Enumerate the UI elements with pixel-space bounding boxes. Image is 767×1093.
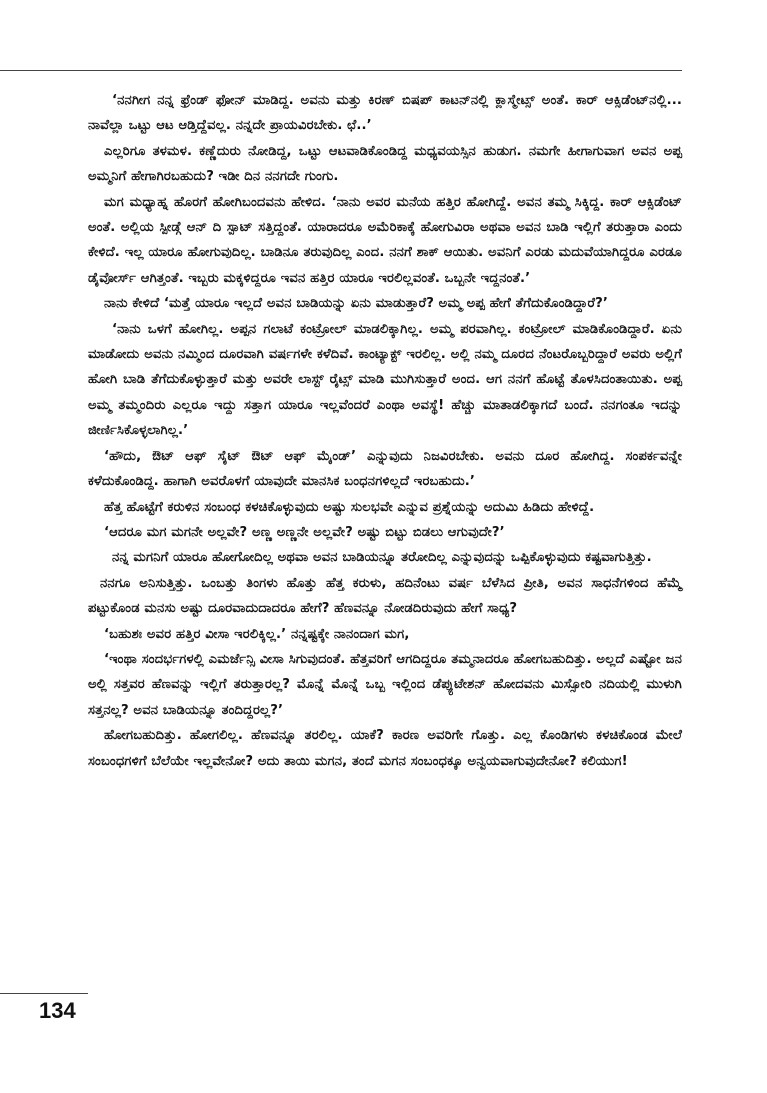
- paragraph: ಹೆತ್ತ ಹೊಟ್ಟೆಗೆ ಕರುಳಿನ ಸಂಬಂಧ ಕಳಚಿಕೊಳ್ಳುವುದು ಅಷ್ಟು ಸುಲಭವೇ ಎನ್ನುವ ಪ್ರಶ್ನೆಯನ್ನು ಅದುಮಿ ಹಿಡಿದು ಹೇಳಿದ್ದೆ.: [104, 499, 595, 515]
- paragraph: ‘ನಾನು ಒಳಗೆ ಹೋಗಿಲ್ಲ. ಅಪ್ಪನ ಗಲಾಟೆ ಕಂಟ್ರೋಲ್ ಮಾಡಲಿಕ್ಕಾಗಿಲ್ಲ. ಅಮ್ಮ ಪರವಾಗಿಲ್ಲ. ಕಂಟ್ರೋಲ್ ಮಾಡಿಕೊಂಡಿದ್ದಾರೆ. ಏನು ಮಾಡೋದು ಅವನು ನಮ್ಮಿಂದ ದೂರವಾಗಿ ವರ್ಷಗಳೇ ಕಳೆದಿವೆ. ಕಾಂಟ್ಯಾಕ್ಟ್ ಇರಲಿಲ್ಲ. ಅಲ್ಲಿ ನಮ್ಮ ದೂರದ ನೆಂಟರೊಬ್ಬರಿದ್ದಾರೆ ಅವರು ಅಲ್ಲಿಗೆ ಹೋಗಿ ಬಾಡಿ ತೆಗೆದುಕೊಳ್ಳುತ್ತಾರೆ ಮತ್ತು ಅವರೇ ಲಾಸ್ಟ್ ರೈಟ್ಸ್ ಮಾಡಿ ಮುಗಿಸುತ್ತಾರೆ ಅಂದ. ಆಗ ನನಗೆ ಹೊಟ್ಟೆ ತೊಳಸಿದಂತಾಯಿತು. ಅಪ್ಪ ಅಮ್ಮ ತಮ್ಮಂದಿರು ಎಲ್ಲರೂ ಇದ್ದು ಸತ್ತಾಗ ಯಾರೂ ಇಲ್ಲವೆಂದರೆ ಎಂಥಾ ಅವಸ್ಥೆ! ಹೆಚ್ಚು ಮಾತಾಡಲಿಕ್ಕಾಗದೆ ಬಂದೆ. ನನಗಂತೂ ಇದನ್ನು ಜೀರ್ಣಿಸಿಕೊಳ್ಳಲಾಗಿಲ್ಲ.’: [88, 321, 682, 439]
- paragraph: ಎಲ್ಲರಿಗೂ ತಳಮಳ. ಕಣ್ಣೆದುರು ನೋಡಿದ್ದ, ಒಟ್ಟು ಆಟವಾಡಿಕೊಂಡಿದ್ದ ಮಧ್ಯವಯಸ್ಸಿನ ಹುಡುಗ. ನಮಗೇ ಹೀಗಾಗುವಾಗ ಅವನ ಅಪ್ಪ ಅಮ್ಮನಿಗೆ ಹೇಗಾಗಿರಬಹುದು? ಇಡೀ ದಿನ ನನಗದೇ ಗುಂಗು.: [88, 143, 682, 185]
- paragraph: ‘ಬಹುಶಃ ಅವರ ಹತ್ತಿರ ವೀಸಾ ಇರಲಿಕ್ಕಿಲ್ಲ.’ ನನ್ನಷ್ಟಕ್ಕೇ ನಾನಂದಾಗ ಮಗ,: [104, 626, 410, 642]
- top-rule: [0, 70, 682, 71]
- page-body: [88, 88, 682, 774]
- paragraph: ನನಗೂ ಅನಿಸುತ್ತಿತ್ತು. ಒಂಬತ್ತು ತಿಂಗಳು ಹೊತ್ತು ಹೆತ್ತ ಕರುಳು, ಹದಿನೆಂಟು ವರ್ಷ ಬೆಳೆಸಿದ ಪ್ರೀತಿ, ಅವನ ಸಾಧನೆಗಳಿಂದ ಹೆಮ್ಮೆ ಪಟ್ಟುಕೊಂಡ ಮನಸು ಅಷ್ಟು ದೂರವಾದುದಾದರೂ ಹೇಗೆ? ಹೆಣವನ್ನೂ ನೋಡದಿರುವುದು ಹೇಗೆ ಸಾಧ್ಯ?: [88, 575, 682, 617]
- paragraph: ‘ಹೌದು, ಔಟ್ ಆಫ್ ಸೈಟ್ ಔಟ್ ಆಫ್ ಮೈಂಡ್’ ಎನ್ನುವುದು ನಿಜವಿರಬೇಕು. ಅವನು ದೂರ ಹೋಗಿದ್ದ. ಸಂಪರ್ಕವನ್ನೇ ಕಳೆದುಕೊಂಡಿದ್ದ. ಹಾಗಾಗಿ ಅವರೊಳಗೆ ಯಾವುದೇ ಮಾನಸಿಕ ಬಂಧನಗಳಿಲ್ಲದೆ ಇರಬಹುದು.’: [88, 448, 682, 490]
- paragraph: ‘ಇಂಥಾ ಸಂದರ್ಭಗಳಲ್ಲಿ ಎಮರ್ಜೆನ್ಸಿ ವೀಸಾ ಸಿಗುವುದಂತೆ. ಹೆತ್ತವರಿಗೆ ಆಗದಿದ್ದರೂ ತಮ್ಮನಾದರೂ ಹೋಗಬಹುದಿತ್ತು. ಅಲ್ಲದೆ ಎಷ್ಟೋ ಜನ ಅಲ್ಲಿ ಸತ್ತವರ ಹೆಣವನ್ನು ಇಲ್ಲಿಗೆ ತರುತ್ತಾರಲ್ಲ? ಮೊನ್ನೆ ಮೊನ್ನೆ ಒಬ್ಬ ಇಲ್ಲಿಂದ ಡೆಪ್ಯುಟೇಶನ್ ಹೋದವನು ಮಿಸ್ಸೋರಿ ನದಿಯಲ್ಲಿ ಮುಳುಗಿ ಸತ್ತನಲ್ಲ? ಅವನ ಬಾಡಿಯನ್ನೂ ತಂದಿದ್ದರಲ್ಲ?’: [88, 651, 682, 718]
- paragraph: ನಾನು ಕೇಳಿದೆ ‘ಮತ್ತೆ ಯಾರೂ ಇಲ್ಲದೆ ಅವನ ಬಾಡಿಯನ್ನು ಏನು ಮಾಡುತ್ತಾರೆ? ಅಮ್ಮ ಅಪ್ಪ ಹೇಗೆ ತೆಗೆದುಕೊಂಡಿದ್ದಾರೆ?’: [104, 296, 608, 312]
- paragraph: ಹೋಗಬಹುದಿತ್ತು. ಹೋಗಲಿಲ್ಲ. ಹೆಣವನ್ನೂ ತರಲಿಲ್ಲ. ಯಾಕೆ? ಕಾರಣ ಅವರಿಗೇ ಗೊತ್ತು. ಎಲ್ಲ ಕೊಂಡಿಗಳು ಕಳಚಿಕೊಂಡ ಮೇಲೆ ಸಂಬಂಧಗಳಿಗೆ ಬೆಲೆಯೇ ಇಲ್ಲವೇನೋ? ಅದು ತಾಯಿ ಮಗನ, ತಂದೆ ಮಗನ ಸಂಬಂಧಕ್ಕೂ ಅನ್ವಯವಾಗುವುದೇನೋ? ಕಲಿಯುಗ!: [88, 728, 682, 769]
- page-number: 134: [39, 998, 76, 1023]
- paragraph: ‘ಆದರೂ ಮಗ ಮಗನೇ ಅಲ್ಲವೇ? ಅಣ್ಣ ಅಣ್ಣನೇ ಅಲ್ಲವೇ? ಅಷ್ಟು ಬಿಟ್ಟು ಬಿಡಲು ಆಗುವುದೇ?’: [104, 524, 505, 540]
- paragraph: ನನ್ನ ಮಗನಿಗೆ ಯಾರೂ ಹೋಗೋದಿಲ್ಲ ಅಥವಾ ಅವನ ಬಾಡಿಯನ್ನೂ ತರೋದಿಲ್ಲ ಎನ್ನುವುದನ್ನು ಒಪ್ಪಿಕೊಳ್ಳುವುದು ಕಷ್ಟವಾಗುತ್ತಿತ್ತು.: [112, 550, 652, 566]
- bottom-rule: [0, 993, 88, 994]
- paragraph: ಮಗ ಮಧ್ಯಾಹ್ನ ಹೊರಗೆ ಹೋಗಿಬಂದವನು ಹೇಳಿದ. ‘ನಾನು ಅವರ ಮನೆಯ ಹತ್ತಿರ ಹೋಗಿದ್ದೆ. ಅವನ ತಮ್ಮ ಸಿಕ್ಕಿದ್ದ. ಕಾರ್ ಆಕ್ಸಿಡೆಂಟ್ ಅಂತೆ. ಅಲ್ಲಿಯ ಸ್ಪೀಡ್ಗೆ ಆನ್ ದಿ ಸ್ಪಾಟ್ ಸತ್ತಿದ್ದಂತೆ. ಯಾರಾದರೂ ಅಮೆರಿಕಾಕ್ಕೆ ಹೋಗುವಿರಾ ಅಥವಾ ಅವನ ಬಾಡಿ ಇಲ್ಲಿಗೆ ತರುತ್ತಾರಾ ಎಂದು ಕೇಳಿದೆ. ಇಲ್ಲ ಯಾರೂ ಹೋಗುವುದಿಲ್ಲ. ಬಾಡಿನೂ ತರುವುದಿಲ್ಲ ಎಂದ. ನನಗೆ ಶಾಕ್ ಆಯಿತು. ಅವನಿಗೆ ಎರಡು ಮದುವೆಯಾಗಿದ್ದರೂ ಎರಡೂ ಡೈವೋರ್ಸ್ ಆಗಿತ್ತಂತೆ. ಇಬ್ಬರು ಮಕ್ಕಳಿದ್ದರೂ ಇವನ ಹತ್ತಿರ ಯಾರೂ ಇರಲಿಲ್ಲವಂತೆ. ಒಬ್ಬನೇ ಇದ್ದನಂತೆ.’: [88, 194, 682, 286]
- paragraph: ‘ನನಗೀಗ ನನ್ನ ಫ್ರೆಂಡ್ ಫೋನ್ ಮಾಡಿದ್ದ. ಅವನು ಮತ್ತು ಕಿರಣ್ ಬಿಷಪ್ ಕಾಟನ್‌ನಲ್ಲಿ ಕ್ಲಾಸ್ಮೇಟ್ಸ್ ಅಂತೆ. ಕಾರ್ ಆಕ್ಸಿಡೆಂಟ್‌ನಲ್ಲಿ... ನಾವೆಲ್ಲಾ ಒಟ್ಟು ಆಟ ಆಡ್ತಿದ್ದೆವಲ್ಲ. ನನ್ನದೇ ಪ್ರಾಯವಿರಬೇಕು. ಛೆ..’: [88, 93, 682, 134]
